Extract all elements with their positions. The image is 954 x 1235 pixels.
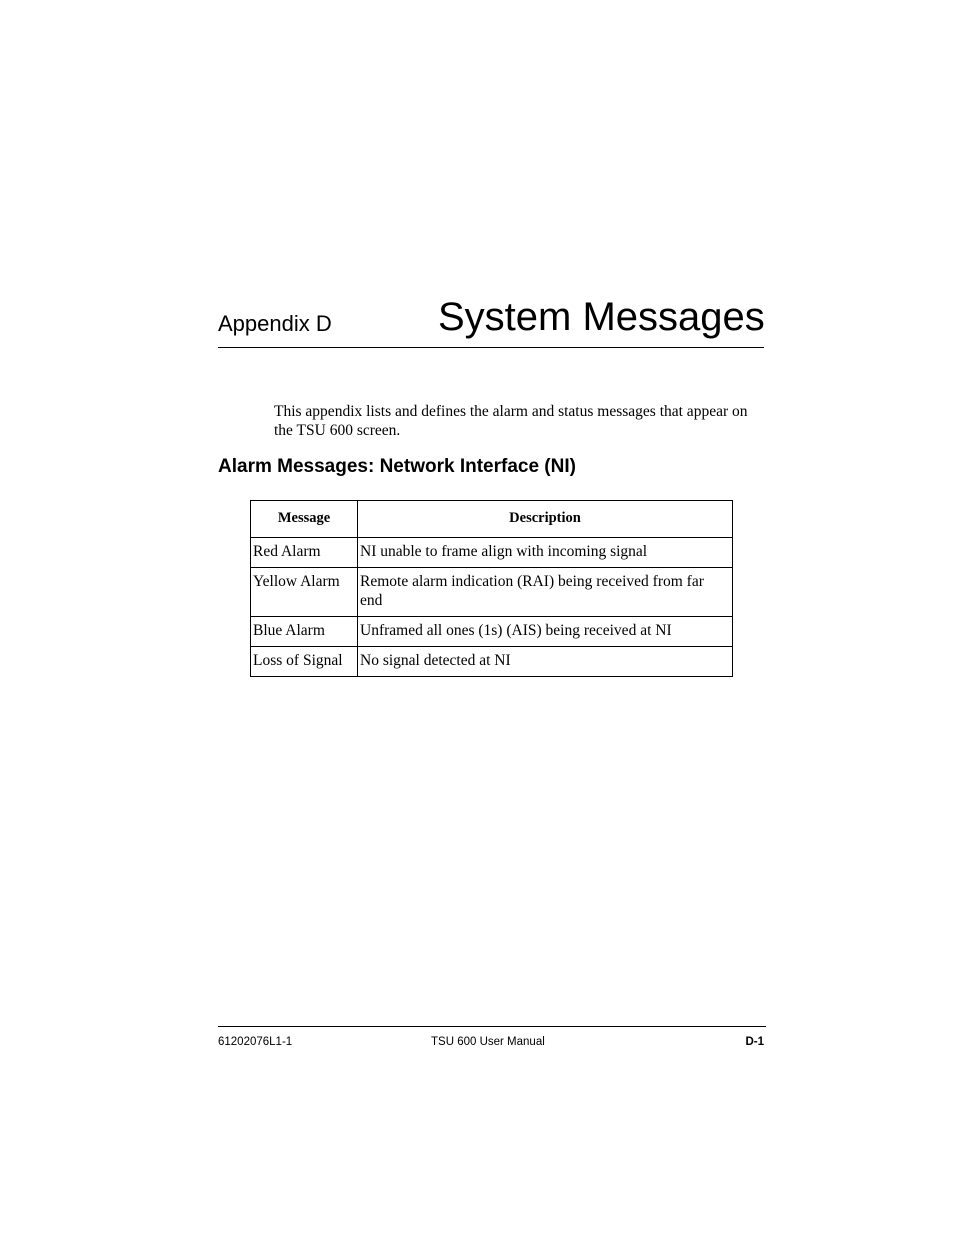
message-cell: Loss of Signal xyxy=(251,647,358,677)
table-row xyxy=(251,568,733,617)
title-rule xyxy=(218,347,764,348)
footer-rule xyxy=(218,1026,766,1027)
table-row xyxy=(251,647,733,677)
message-cell: Blue Alarm xyxy=(251,617,358,647)
footer-manual-title: TSU 600 User Manual xyxy=(431,1036,545,1048)
footer-doc-number: 61202076L1-1 xyxy=(218,1036,293,1048)
description-cell: Remote alarm indication (RAI) being received from far end xyxy=(358,568,733,617)
table-header-row xyxy=(251,501,733,538)
table-row xyxy=(251,538,733,568)
message-cell: Red Alarm xyxy=(251,538,358,568)
table-row xyxy=(251,617,733,647)
chapter-label: Appendix D xyxy=(218,311,332,336)
message-cell: Yellow Alarm xyxy=(251,568,358,617)
description-cell: NI unable to frame align with incoming signal xyxy=(358,538,733,568)
intro-paragraph: This appendix lists and defines the alarm and status messages that appear on the TSU 600 screen. xyxy=(274,403,748,439)
chapter-title: System Messages xyxy=(438,295,765,339)
alarm-messages-table xyxy=(250,500,733,677)
column-header-message: Message xyxy=(251,501,358,538)
footer-page-number: D-1 xyxy=(745,1036,764,1048)
column-header-description: Description xyxy=(358,501,733,538)
description-cell: No signal detected at NI xyxy=(358,647,733,677)
section-heading: Alarm Messages: Network Interface (NI) xyxy=(218,456,576,477)
description-cell: Unframed all ones (1s) (AIS) being received at NI xyxy=(358,617,733,647)
